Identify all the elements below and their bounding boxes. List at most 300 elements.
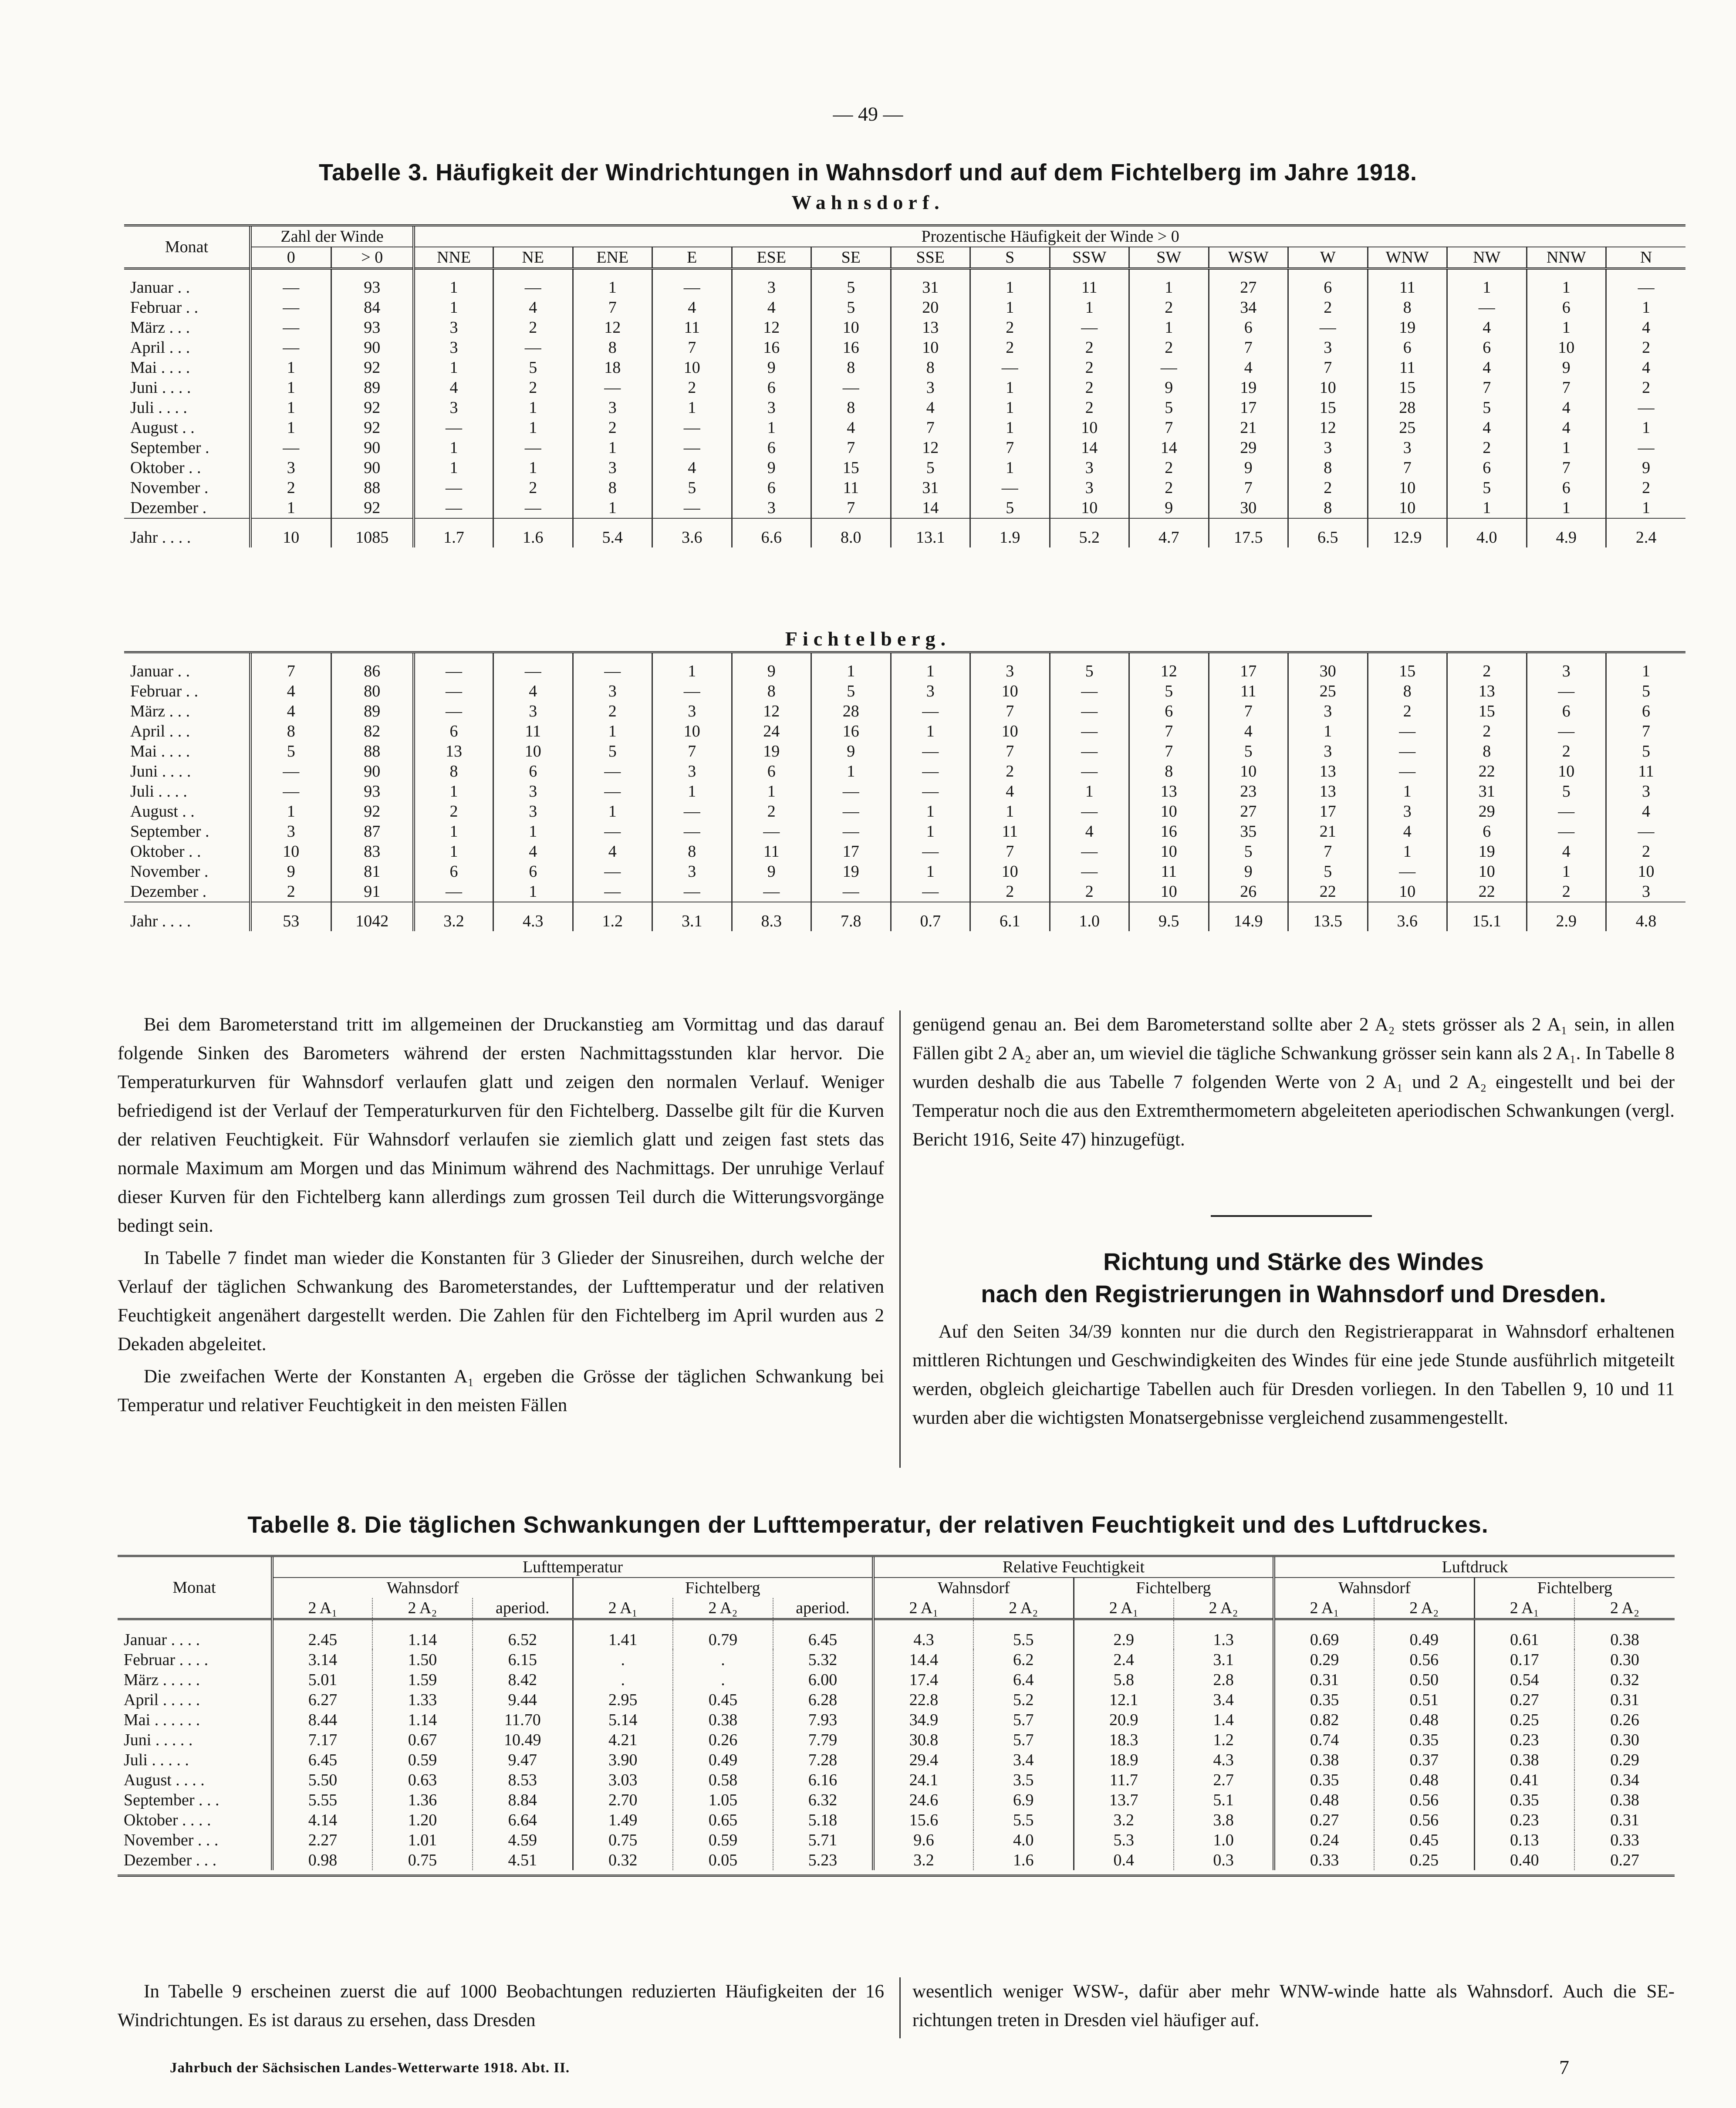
value-cell: 4: [1606, 318, 1686, 338]
value-cell: 91: [331, 882, 414, 902]
value-cell: —: [414, 681, 493, 701]
direction-header: W: [1288, 247, 1368, 269]
value-cell: 0.27: [1474, 1690, 1574, 1710]
value-cell: 6: [732, 378, 811, 398]
value-cell: —: [1050, 741, 1129, 761]
value-cell: —: [573, 781, 652, 801]
value-cell: 0.61: [1474, 1619, 1574, 1650]
table3-wahnsdorf: [124, 226, 1685, 547]
value-cell: 2.4: [1074, 1650, 1174, 1670]
value-cell: 27: [1209, 269, 1288, 298]
value-cell: 2: [1129, 478, 1209, 498]
value-cell: 3: [493, 781, 573, 801]
value-cell: 11: [1209, 681, 1288, 701]
bottom-text-left: [118, 1977, 884, 2038]
value-cell: 0.26: [673, 1730, 773, 1750]
value-cell: 5: [891, 458, 970, 478]
value-cell: 2: [1129, 297, 1209, 318]
value-cell: 93: [331, 269, 414, 298]
value-cell: —: [1050, 721, 1129, 741]
value-cell: 7: [970, 438, 1050, 458]
value-cell: —: [1050, 841, 1129, 861]
value-cell: 7: [1209, 338, 1288, 358]
value-cell: 2: [250, 478, 331, 498]
table-row: [124, 438, 1685, 458]
value-cell: —: [1527, 821, 1606, 841]
value-cell: 15: [811, 458, 891, 478]
value-cell: 3: [891, 681, 970, 701]
value-cell: —: [1447, 297, 1527, 318]
value-cell: 1: [573, 269, 652, 298]
value-cell: 1: [1050, 297, 1129, 318]
value-cell: 1: [493, 458, 573, 478]
table-row: [124, 721, 1685, 741]
value-cell: 0.25: [1374, 1850, 1474, 1870]
value-cell: 0.23: [1474, 1810, 1574, 1830]
value-cell: —: [652, 882, 732, 902]
value-cell: 15: [1447, 701, 1527, 721]
value-cell: 16: [1129, 821, 1209, 841]
value-cell: 4: [1050, 821, 1129, 841]
value-cell: 3: [414, 318, 493, 338]
value-cell: 3: [732, 269, 811, 298]
value-cell: 30: [1288, 653, 1368, 681]
value-cell: 11: [1606, 761, 1686, 781]
value-cell: 8.42: [473, 1670, 573, 1690]
month-cell: März . . .: [130, 318, 190, 337]
value-cell: 27: [1209, 801, 1288, 821]
total-cell: 0.7: [891, 902, 970, 931]
value-cell: 1: [573, 801, 652, 821]
month-cell: Januar . . . .: [124, 1631, 200, 1649]
total-cell: 6.1: [970, 902, 1050, 931]
group-relative-feuchtigkeit: Relative Feuchtigkeit: [873, 1557, 1274, 1578]
value-cell: 2: [652, 378, 732, 398]
value-cell: 6: [493, 861, 573, 882]
table3-header-row-2: [124, 247, 1685, 269]
value-cell: —: [1527, 801, 1606, 821]
value-cell: 12: [1129, 653, 1209, 681]
value-cell: 9: [732, 861, 811, 882]
table-row: [118, 1710, 1675, 1730]
value-cell: 6.15: [473, 1650, 573, 1670]
value-cell: 0.45: [673, 1690, 773, 1710]
value-cell: 13: [891, 318, 970, 338]
value-cell: —: [573, 761, 652, 781]
value-cell: 8.53: [473, 1770, 573, 1790]
value-cell: 10: [1050, 498, 1129, 518]
value-cell: 5: [1606, 741, 1686, 761]
value-cell: 3: [732, 498, 811, 518]
col-header: 2 A₂: [673, 1598, 773, 1619]
value-cell: —: [493, 498, 573, 518]
value-cell: 92: [331, 418, 414, 438]
group-lufttemperatur: Lufttemperatur: [272, 1557, 873, 1578]
value-cell: 10: [1129, 841, 1209, 861]
value-cell: 1: [1527, 861, 1606, 882]
table-row: [124, 338, 1685, 358]
value-cell: 3: [493, 801, 573, 821]
value-cell: 3: [250, 821, 331, 841]
value-cell: 2: [970, 882, 1050, 902]
value-cell: 6: [1527, 701, 1606, 721]
direction-header: NNE: [414, 247, 493, 269]
value-cell: 1: [1050, 781, 1129, 801]
value-cell: 0.49: [673, 1750, 773, 1770]
value-cell: 11.7: [1074, 1770, 1174, 1790]
value-cell: 1: [970, 458, 1050, 478]
value-cell: 4.0: [973, 1830, 1074, 1850]
value-cell: 2: [1447, 653, 1527, 681]
total-cell: 3.2: [414, 902, 493, 931]
value-cell: 1: [1527, 318, 1606, 338]
value-cell: 1.14: [372, 1710, 473, 1730]
value-cell: 10: [1368, 882, 1447, 902]
value-cell: 5: [1447, 478, 1527, 498]
month-cell: November . . .: [124, 1831, 219, 1849]
month-cell: Dezember .: [130, 882, 207, 901]
value-cell: 5.5: [973, 1619, 1074, 1650]
value-cell: 3: [1368, 801, 1447, 821]
count-subheader: > 0: [331, 247, 414, 269]
value-cell: 4: [1447, 318, 1527, 338]
value-cell: —: [652, 418, 732, 438]
value-cell: 10: [1129, 882, 1209, 902]
count-header: Zahl der Winde: [250, 226, 414, 247]
value-cell: 4: [1209, 358, 1288, 378]
table-row: [124, 821, 1685, 841]
col-header: 2 A₁: [272, 1598, 372, 1619]
value-cell: 13.7: [1074, 1790, 1174, 1810]
month-cell: Februar . .: [130, 682, 199, 700]
table-row: [124, 318, 1685, 338]
value-cell: —: [250, 338, 331, 358]
value-cell: .: [573, 1670, 673, 1690]
value-cell: 1: [1447, 269, 1527, 298]
month-cell: April . . .: [130, 722, 190, 740]
value-cell: 10: [970, 681, 1050, 701]
col-header: aperiod.: [773, 1598, 873, 1619]
value-cell: 4: [1527, 418, 1606, 438]
value-cell: 0.58: [673, 1770, 773, 1790]
value-cell: 0.31: [1274, 1670, 1374, 1690]
value-cell: 2: [1606, 338, 1686, 358]
value-cell: 0.30: [1574, 1730, 1675, 1750]
value-cell: 1.3: [1174, 1619, 1274, 1650]
value-cell: 1: [414, 438, 493, 458]
value-cell: —: [732, 882, 811, 902]
value-cell: 5: [1129, 398, 1209, 418]
value-cell: 12: [573, 318, 652, 338]
value-cell: .: [673, 1650, 773, 1670]
value-cell: 0.38: [1574, 1619, 1675, 1650]
total-cell: 5.4: [573, 518, 652, 547]
value-cell: 8: [732, 681, 811, 701]
table3-fichtelberg-wrapper: [124, 651, 1685, 931]
value-cell: 0.35: [1374, 1730, 1474, 1750]
direction-header: N: [1606, 247, 1686, 269]
value-cell: 5: [811, 297, 891, 318]
paragraph: Die zweifachen Werte der Konstanten A₁ ergeben die Grösse der täglichen Schwankung bei Temperatur und relativer Feuchtigkeit in den meisten Fällen: [118, 1366, 884, 1415]
value-cell: 6.32: [773, 1790, 873, 1810]
value-cell: 15: [1288, 398, 1368, 418]
value-cell: 19: [1368, 318, 1447, 338]
value-cell: 6.27: [272, 1690, 372, 1710]
table-row: [124, 269, 1685, 298]
value-cell: 11: [732, 841, 811, 861]
direction-header: ENE: [573, 247, 652, 269]
month-cell: Juni . . . .: [130, 378, 191, 397]
value-cell: 0.27: [1574, 1850, 1675, 1870]
value-cell: 8: [1447, 741, 1527, 761]
value-cell: 5: [1447, 398, 1527, 418]
value-cell: 3.4: [1174, 1690, 1274, 1710]
value-cell: —: [652, 681, 732, 701]
value-cell: 16: [732, 338, 811, 358]
table-row: [124, 801, 1685, 821]
value-cell: 11.70: [473, 1710, 573, 1730]
paragraph: In Tabelle 7 findet man wieder die Konstanten für 3 Glieder der Sinusreihen, durch welche der Verlauf der täglichen Schwankung des Barometerstandes, der Lufttemperatur und der relativen Feuchtigkeit angenähert dargestellt werden. Die Zahlen für den Fichtelberg im April wurden aus 2 Dekaden abgeleitet.: [118, 1248, 884, 1355]
text-column-right: [912, 1010, 1675, 1158]
section-divider: [1211, 1215, 1372, 1217]
value-cell: 12: [732, 318, 811, 338]
total-cell: 13.5: [1288, 902, 1368, 931]
value-cell: 90: [331, 438, 414, 458]
value-cell: —: [493, 338, 573, 358]
value-cell: 3: [1368, 438, 1447, 458]
value-cell: 7.28: [773, 1750, 873, 1770]
value-cell: 2: [573, 701, 652, 721]
value-cell: 8: [811, 358, 891, 378]
value-cell: 24.1: [873, 1770, 973, 1790]
total-row: [124, 902, 1685, 931]
direction-header: SW: [1129, 247, 1209, 269]
value-cell: —: [811, 882, 891, 902]
value-cell: 5.5: [973, 1810, 1074, 1830]
value-cell: 9: [732, 458, 811, 478]
value-cell: 1: [1129, 318, 1209, 338]
value-cell: 2: [1606, 378, 1686, 398]
value-cell: 30: [1209, 498, 1288, 518]
value-cell: 0.75: [573, 1830, 673, 1850]
total-cell: 1.2: [573, 902, 652, 931]
table-row: [124, 458, 1685, 478]
direction-header: WSW: [1209, 247, 1288, 269]
value-cell: 4.59: [473, 1830, 573, 1850]
table8-wrapper: [118, 1555, 1675, 1877]
value-cell: 8: [1129, 761, 1209, 781]
value-cell: 89: [331, 701, 414, 721]
value-cell: 10: [1368, 498, 1447, 518]
value-cell: 0.45: [1374, 1830, 1474, 1850]
value-cell: 0.63: [372, 1770, 473, 1790]
value-cell: 3: [250, 458, 331, 478]
value-cell: 92: [331, 801, 414, 821]
table3-station-wahnsdorf: Wahnsdorf.: [791, 191, 945, 213]
table-row: [118, 1850, 1675, 1870]
value-cell: 9: [1606, 458, 1686, 478]
value-cell: .: [673, 1670, 773, 1690]
value-cell: 4.14: [272, 1810, 372, 1830]
month-cell: September .: [130, 439, 209, 457]
count-subheader: 0: [250, 247, 331, 269]
value-cell: 9: [811, 741, 891, 761]
value-cell: 2: [1527, 741, 1606, 761]
value-cell: 1: [250, 418, 331, 438]
value-cell: 6: [732, 438, 811, 458]
value-cell: 0.75: [372, 1850, 473, 1870]
value-cell: 34: [1209, 297, 1288, 318]
value-cell: 1.05: [673, 1790, 773, 1810]
value-cell: 0.74: [1274, 1730, 1374, 1750]
value-cell: 0.82: [1274, 1710, 1374, 1730]
table8-month-header: Monat: [118, 1557, 272, 1619]
value-cell: —: [891, 701, 970, 721]
value-cell: 1: [970, 398, 1050, 418]
value-cell: 1: [1527, 269, 1606, 298]
month-cell: August . .: [130, 419, 195, 437]
value-cell: 6.16: [773, 1770, 873, 1790]
value-cell: 0.79: [673, 1619, 773, 1650]
value-cell: —: [732, 821, 811, 841]
month-cell: Oktober . .: [130, 459, 201, 477]
month-cell: Juli . . . .: [130, 782, 187, 801]
col-header: 2 A₂: [1374, 1598, 1474, 1619]
value-cell: 0.35: [1474, 1790, 1574, 1810]
value-cell: 8: [250, 721, 331, 741]
value-cell: 2.9: [1074, 1619, 1174, 1650]
direction-header: NNW: [1527, 247, 1606, 269]
value-cell: 0.59: [673, 1830, 773, 1850]
total-cell: 5.2: [1050, 518, 1129, 547]
value-cell: 7: [1129, 721, 1209, 741]
total-cell: 13.1: [891, 518, 970, 547]
col-header: 2 A₁: [873, 1598, 973, 1619]
total-cell: 12.9: [1368, 518, 1447, 547]
total-cell: 2.4: [1606, 518, 1686, 547]
total-cell: 4.8: [1606, 902, 1686, 931]
value-cell: —: [891, 841, 970, 861]
table-row: [124, 653, 1685, 681]
value-cell: 7: [1129, 741, 1209, 761]
total-label: Jahr . . . .: [124, 902, 250, 931]
total-cell: 15.1: [1447, 902, 1527, 931]
value-cell: 3.5: [973, 1770, 1074, 1790]
value-cell: 4: [652, 458, 732, 478]
value-cell: —: [811, 821, 891, 841]
value-cell: 2: [970, 318, 1050, 338]
value-cell: 4: [1606, 801, 1686, 821]
table-row: [124, 781, 1685, 801]
direction-header: ESE: [732, 247, 811, 269]
value-cell: 1: [891, 801, 970, 821]
value-cell: 9.6: [873, 1830, 973, 1850]
col-header: 2 A₂: [1174, 1598, 1274, 1619]
value-cell: 7: [1368, 458, 1447, 478]
value-cell: 89: [331, 378, 414, 398]
value-cell: 82: [331, 721, 414, 741]
value-cell: —: [1368, 761, 1447, 781]
station-ld-wahnsdorf: Wahnsdorf: [1274, 1578, 1474, 1598]
value-cell: 6: [1447, 338, 1527, 358]
month-cell: April . . .: [130, 338, 190, 357]
total-cell: 4.0: [1447, 518, 1527, 547]
direction-header: NW: [1447, 247, 1527, 269]
footer-page: 7: [1559, 2056, 1569, 2078]
value-cell: 3.2: [1074, 1810, 1174, 1830]
value-cell: 10.49: [473, 1730, 573, 1750]
value-cell: 1: [250, 378, 331, 398]
value-cell: —: [573, 882, 652, 902]
value-cell: 10: [1288, 378, 1368, 398]
value-cell: 29.4: [873, 1750, 973, 1770]
month-cell: September .: [130, 822, 209, 841]
value-cell: 7: [250, 653, 331, 681]
value-cell: 6.52: [473, 1619, 573, 1650]
value-cell: 0.29: [1274, 1650, 1374, 1670]
section-heading: [912, 1246, 1675, 1310]
value-cell: 8: [414, 761, 493, 781]
value-cell: 3: [493, 701, 573, 721]
total-cell: 4.9: [1527, 518, 1606, 547]
value-cell: 6.00: [773, 1670, 873, 1690]
value-cell: —: [573, 821, 652, 841]
table-row: [118, 1790, 1675, 1810]
value-cell: 6: [1447, 821, 1527, 841]
month-cell: Dezember . . .: [124, 1851, 217, 1869]
value-cell: 6.9: [973, 1790, 1074, 1810]
value-cell: 10: [970, 721, 1050, 741]
value-cell: 5.32: [773, 1650, 873, 1670]
value-cell: 0.31: [1574, 1810, 1675, 1830]
value-cell: 1: [891, 653, 970, 681]
value-cell: 4.3: [873, 1619, 973, 1650]
value-cell: 14: [891, 498, 970, 518]
value-cell: 6.2: [973, 1650, 1074, 1670]
table-row: [118, 1830, 1675, 1850]
value-cell: 2.45: [272, 1619, 372, 1650]
value-cell: 5.3: [1074, 1830, 1174, 1850]
value-cell: 6: [414, 861, 493, 882]
value-cell: 7: [1209, 478, 1288, 498]
col-header: 2 A₁: [1074, 1598, 1174, 1619]
total-cell: 4.3: [493, 902, 573, 931]
value-cell: 1: [250, 398, 331, 418]
value-cell: 90: [331, 458, 414, 478]
value-cell: 4: [891, 398, 970, 418]
table-row: [124, 761, 1685, 781]
value-cell: 90: [331, 338, 414, 358]
value-cell: 2.95: [573, 1690, 673, 1710]
value-cell: 3: [573, 681, 652, 701]
direction-header: WNW: [1368, 247, 1447, 269]
paragraph: wesentlich weniger WSW-, dafür aber mehr WNW-winde hatte als Wahnsdorf. Auch die SE-richtungen treten in Dresden viel häufiger auf.: [912, 1981, 1675, 2030]
value-cell: —: [1050, 861, 1129, 882]
value-cell: 7: [811, 438, 891, 458]
value-cell: 4: [1447, 358, 1527, 378]
value-cell: 1: [414, 781, 493, 801]
value-cell: 10: [1209, 761, 1288, 781]
value-cell: 2: [970, 338, 1050, 358]
value-cell: 35: [1209, 821, 1288, 841]
value-cell: 19: [1447, 841, 1527, 861]
value-cell: —: [970, 358, 1050, 378]
table8-header-row-3: [118, 1598, 1675, 1619]
value-cell: 4: [493, 841, 573, 861]
value-cell: 10: [811, 318, 891, 338]
value-cell: —: [1050, 701, 1129, 721]
value-cell: 1: [1527, 438, 1606, 458]
